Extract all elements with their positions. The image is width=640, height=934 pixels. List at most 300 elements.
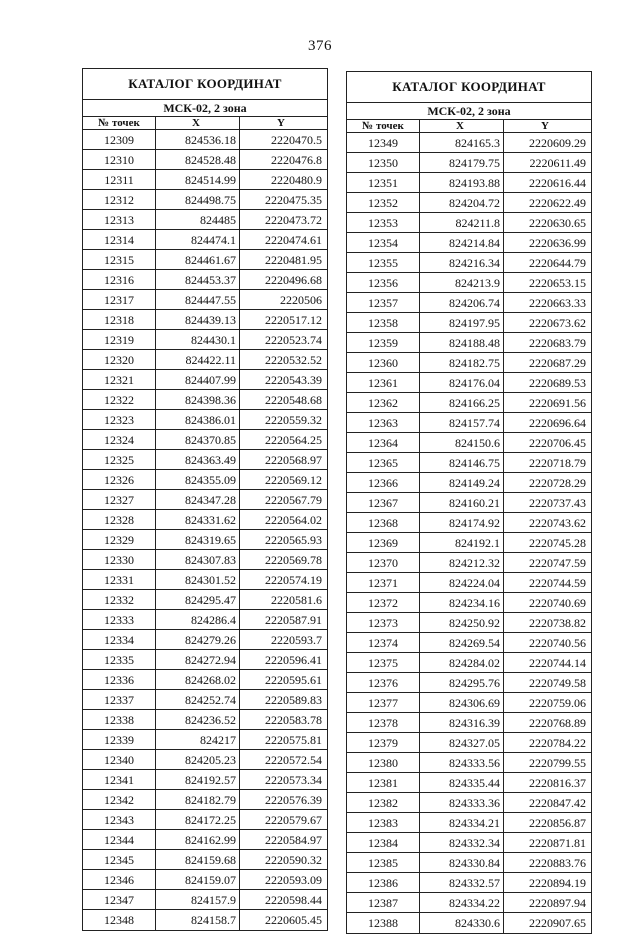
- y-coordinate-cell: 2220593.7: [271, 633, 322, 647]
- y-coordinate-cell: 2220683.79: [529, 336, 586, 350]
- table-row: [347, 553, 591, 573]
- point-number-cell: 12320: [83, 350, 156, 369]
- point-number-cell: 12357: [347, 293, 420, 312]
- point-number-cell: 12380: [347, 753, 420, 772]
- table-row: [347, 153, 591, 173]
- point-number-cell: 12356: [347, 273, 420, 292]
- x-coordinate-cell: 824205.23: [156, 750, 240, 769]
- y-coordinate-cell: 2220475.35: [265, 193, 322, 207]
- x-coordinate-cell: 824157.74: [420, 413, 504, 432]
- x-coordinate-cell: 824301.52: [156, 570, 240, 589]
- x-coordinate-cell: 824149.24: [420, 473, 504, 492]
- table-row: [83, 590, 327, 610]
- y-coordinate-cell: 2220596.41: [265, 653, 322, 667]
- point-number-cell: 12335: [83, 650, 156, 669]
- y-coordinate-cell: 2220523.74: [265, 333, 322, 347]
- y-coordinate-cell: 2220743.62: [529, 516, 586, 530]
- point-number-cell: 12331: [83, 570, 156, 589]
- y-coordinate-cell: 2220799.55: [529, 756, 586, 770]
- y-coordinate-cell: 2220559.32: [265, 413, 322, 427]
- x-coordinate-cell: 824150.6: [420, 433, 504, 452]
- table-row: [83, 670, 327, 690]
- y-coordinate-cell: 2220576.39: [265, 793, 322, 807]
- table-row: [347, 913, 591, 933]
- y-coordinate-cell: 2220565.93: [265, 533, 322, 547]
- x-coordinate-cell: 824216.34: [420, 253, 504, 272]
- column-header-point: № точек: [83, 117, 156, 129]
- x-coordinate-cell: 824332.34: [420, 833, 504, 852]
- table-row: [347, 253, 591, 273]
- table-row: [347, 393, 591, 413]
- x-coordinate-cell: 824272.94: [156, 650, 240, 669]
- y-coordinate-cell: 2220569.78: [265, 553, 322, 567]
- x-coordinate-cell: 824347.28: [156, 490, 240, 509]
- y-coordinate-cell: 2220595.61: [265, 673, 322, 687]
- point-number-cell: 12328: [83, 510, 156, 529]
- point-number-cell: 12378: [347, 713, 420, 732]
- y-coordinate-cell: 2220564.25: [265, 433, 322, 447]
- y-coordinate-cell: 2220696.64: [529, 416, 586, 430]
- point-number-cell: 12368: [347, 513, 420, 532]
- y-coordinate-cell: 2220481.95: [265, 253, 322, 267]
- point-number-cell: 12318: [83, 310, 156, 329]
- point-number-cell: 12322: [83, 390, 156, 409]
- x-coordinate-cell: 824234.16: [420, 593, 504, 612]
- y-coordinate-cell: 2220517.12: [265, 313, 322, 327]
- point-number-cell: 12376: [347, 673, 420, 692]
- point-number-cell: 12377: [347, 693, 420, 712]
- y-coordinate-cell: 2220740.69: [529, 596, 586, 610]
- table-row: [83, 430, 327, 450]
- point-number-cell: 12366: [347, 473, 420, 492]
- table-row: [83, 830, 327, 850]
- point-number-cell: 12341: [83, 770, 156, 789]
- y-coordinate-cell: 2220630.65: [529, 216, 586, 230]
- table-row: [347, 733, 591, 753]
- point-number-cell: 12336: [83, 670, 156, 689]
- table-row: [83, 410, 327, 430]
- x-coordinate-cell: 824498.75: [156, 190, 240, 209]
- point-number-cell: 12347: [83, 890, 156, 909]
- x-coordinate-cell: 824439.13: [156, 310, 240, 329]
- column-header-y: Y: [541, 120, 549, 132]
- x-coordinate-cell: 824430.1: [156, 330, 240, 349]
- table-row: [83, 310, 327, 330]
- x-coordinate-cell: 824307.83: [156, 550, 240, 569]
- y-coordinate-cell: 2220744.59: [529, 576, 586, 590]
- table-row: [83, 810, 327, 830]
- y-coordinate-cell: 2220506: [280, 293, 322, 307]
- point-number-cell: 12337: [83, 690, 156, 709]
- table-row: [347, 753, 591, 773]
- point-number-cell: 12351: [347, 173, 420, 192]
- y-coordinate-cell: 2220897.94: [529, 896, 586, 910]
- y-coordinate-cell: 2220745.28: [529, 536, 586, 550]
- catalog-title: КАТАЛОГ КООРДИНАТ: [83, 69, 327, 100]
- y-coordinate-cell: 2220593.09: [265, 873, 322, 887]
- table-row: [83, 330, 327, 350]
- x-coordinate-cell: 824474.1: [156, 230, 240, 249]
- y-coordinate-cell: 2220575.81: [265, 733, 322, 747]
- table-row: [83, 230, 327, 250]
- table-row: [83, 650, 327, 670]
- point-number-cell: 12373: [347, 613, 420, 632]
- y-coordinate-cell: 2220589.83: [265, 693, 322, 707]
- y-coordinate-cell: 2220747.59: [529, 556, 586, 570]
- table-row: [347, 873, 591, 893]
- y-coordinate-cell: 2220590.32: [265, 853, 322, 867]
- point-number-cell: 12346: [83, 870, 156, 889]
- x-coordinate-cell: 824193.88: [420, 173, 504, 192]
- y-coordinate-cell: 2220636.99: [529, 236, 586, 250]
- y-coordinate-cell: 2220749.58: [529, 676, 586, 690]
- y-coordinate-cell: 2220584.97: [265, 833, 322, 847]
- x-coordinate-cell: 824224.04: [420, 573, 504, 592]
- table-header: [347, 120, 591, 133]
- point-number-cell: 12370: [347, 553, 420, 572]
- table-row: [347, 653, 591, 673]
- y-coordinate-cell: 2220579.67: [265, 813, 322, 827]
- x-coordinate-cell: 824166.25: [420, 393, 504, 412]
- y-coordinate-cell: 2220605.45: [265, 913, 322, 927]
- table-row: [83, 130, 327, 150]
- y-coordinate-cell: 2220784.22: [529, 736, 586, 750]
- x-coordinate-cell: 824334.22: [420, 893, 504, 912]
- table-row: [83, 390, 327, 410]
- x-coordinate-cell: 824407.99: [156, 370, 240, 389]
- point-number-cell: 12315: [83, 250, 156, 269]
- table-row: [347, 333, 591, 353]
- y-coordinate-cell: 2220744.14: [529, 656, 586, 670]
- y-coordinate-cell: 2220718.79: [529, 456, 586, 470]
- point-number-cell: 12332: [83, 590, 156, 609]
- point-number-cell: 12367: [347, 493, 420, 512]
- table-row: [83, 370, 327, 390]
- coordinate-catalog-left: [82, 68, 328, 931]
- point-number-cell: 12361: [347, 373, 420, 392]
- x-coordinate-cell: 824158.7: [156, 910, 240, 930]
- x-coordinate-cell: 824252.74: [156, 690, 240, 709]
- x-coordinate-cell: 824192.1: [420, 533, 504, 552]
- point-number-cell: 12385: [347, 853, 420, 872]
- x-coordinate-cell: 824250.92: [420, 613, 504, 632]
- point-number-cell: 12325: [83, 450, 156, 469]
- point-number-cell: 12339: [83, 730, 156, 749]
- y-coordinate-cell: 2220583.78: [265, 713, 322, 727]
- y-coordinate-cell: 2220564.02: [265, 513, 322, 527]
- y-coordinate-cell: 2220907.65: [529, 916, 586, 930]
- point-number-cell: 12330: [83, 550, 156, 569]
- point-number-cell: 12355: [347, 253, 420, 272]
- x-coordinate-cell: 824461.67: [156, 250, 240, 269]
- table-row: [347, 193, 591, 213]
- table-row: [347, 693, 591, 713]
- table-row: [347, 373, 591, 393]
- table-row: [83, 850, 327, 870]
- point-number-cell: 12334: [83, 630, 156, 649]
- table-row: [347, 633, 591, 653]
- table-row: [347, 673, 591, 693]
- x-coordinate-cell: 824330.6: [420, 913, 504, 933]
- y-coordinate-cell: 2220673.62: [529, 316, 586, 330]
- x-coordinate-cell: 824159.07: [156, 870, 240, 889]
- y-coordinate-cell: 2220480.9: [271, 173, 322, 187]
- point-number-cell: 12345: [83, 850, 156, 869]
- point-number-cell: 12316: [83, 270, 156, 289]
- table-row: [83, 890, 327, 910]
- table-row: [83, 450, 327, 470]
- y-coordinate-cell: 2220644.79: [529, 256, 586, 270]
- x-coordinate-cell: 824204.72: [420, 193, 504, 212]
- x-coordinate-cell: 824319.65: [156, 530, 240, 549]
- catalog-zone: МСК-02, 2 зона: [347, 103, 591, 120]
- point-number-cell: 12313: [83, 210, 156, 229]
- page-number: 376: [308, 38, 332, 54]
- coordinate-catalog-right: [346, 71, 592, 934]
- x-coordinate-cell: 824447.55: [156, 290, 240, 309]
- x-coordinate-cell: 824197.95: [420, 313, 504, 332]
- point-number-cell: 12326: [83, 470, 156, 489]
- x-coordinate-cell: 824165.3: [420, 133, 504, 152]
- table-row: [83, 270, 327, 290]
- x-coordinate-cell: 824206.74: [420, 293, 504, 312]
- point-number-cell: 12309: [83, 130, 156, 149]
- table-row: [83, 750, 327, 770]
- x-coordinate-cell: 824536.18: [156, 130, 240, 149]
- point-number-cell: 12348: [83, 910, 156, 930]
- x-coordinate-cell: 824188.48: [420, 333, 504, 352]
- point-number-cell: 12363: [347, 413, 420, 432]
- y-coordinate-cell: 2220473.72: [265, 213, 322, 227]
- x-coordinate-cell: 824182.79: [156, 790, 240, 809]
- x-coordinate-cell: 824514.99: [156, 170, 240, 189]
- x-coordinate-cell: 824159.68: [156, 850, 240, 869]
- table-row: [347, 593, 591, 613]
- point-number-cell: 12343: [83, 810, 156, 829]
- x-coordinate-cell: 824333.56: [420, 753, 504, 772]
- table-row: [347, 273, 591, 293]
- y-coordinate-cell: 2220474.61: [265, 233, 322, 247]
- point-number-cell: 12333: [83, 610, 156, 629]
- table-row: [347, 313, 591, 333]
- x-coordinate-cell: 824398.36: [156, 390, 240, 409]
- y-coordinate-cell: 2220587.91: [265, 613, 322, 627]
- x-coordinate-cell: 824334.21: [420, 813, 504, 832]
- x-coordinate-cell: 824172.25: [156, 810, 240, 829]
- point-number-cell: 12324: [83, 430, 156, 449]
- point-number-cell: 12314: [83, 230, 156, 249]
- table-row: [347, 533, 591, 553]
- y-coordinate-cell: 2220598.44: [265, 893, 322, 907]
- y-coordinate-cell: 2220768.89: [529, 716, 586, 730]
- y-coordinate-cell: 2220663.33: [529, 296, 586, 310]
- catalog-zone: МСК-02, 2 зона: [83, 100, 327, 117]
- point-number-cell: 12350: [347, 153, 420, 172]
- x-coordinate-cell: 824236.52: [156, 710, 240, 729]
- table-row: [83, 710, 327, 730]
- x-coordinate-cell: 824213.9: [420, 273, 504, 292]
- table-row: [347, 353, 591, 373]
- point-number-cell: 12362: [347, 393, 420, 412]
- table-row: [83, 210, 327, 230]
- table-row: [347, 793, 591, 813]
- table-row: [83, 530, 327, 550]
- x-coordinate-cell: 824146.75: [420, 453, 504, 472]
- y-coordinate-cell: 2220568.97: [265, 453, 322, 467]
- y-coordinate-cell: 2220622.49: [529, 196, 586, 210]
- table-header: [83, 117, 327, 130]
- table-row: [347, 513, 591, 533]
- y-coordinate-cell: 2220687.29: [529, 356, 586, 370]
- table-row: [83, 910, 327, 930]
- catalog-title: КАТАЛОГ КООРДИНАТ: [347, 72, 591, 103]
- table-row: [83, 290, 327, 310]
- table-row: [347, 293, 591, 313]
- x-coordinate-cell: 824295.47: [156, 590, 240, 609]
- table-row: [347, 853, 591, 873]
- x-coordinate-cell: 824162.99: [156, 830, 240, 849]
- table-row: [83, 770, 327, 790]
- x-coordinate-cell: 824327.05: [420, 733, 504, 752]
- table-row: [83, 570, 327, 590]
- y-coordinate-cell: 2220871.81: [529, 836, 586, 850]
- point-number-cell: 12382: [347, 793, 420, 812]
- table-row: [347, 493, 591, 513]
- y-coordinate-cell: 2220847.42: [529, 796, 586, 810]
- table-row: [347, 773, 591, 793]
- x-coordinate-cell: 824182.75: [420, 353, 504, 372]
- table-row: [83, 550, 327, 570]
- point-number-cell: 12312: [83, 190, 156, 209]
- x-coordinate-cell: 824316.39: [420, 713, 504, 732]
- point-number-cell: 12321: [83, 370, 156, 389]
- table-row: [347, 413, 591, 433]
- y-coordinate-cell: 2220883.76: [529, 856, 586, 870]
- table-row: [347, 713, 591, 733]
- x-coordinate-cell: 824160.21: [420, 493, 504, 512]
- column-header-point: № точек: [347, 120, 420, 132]
- table-row: [83, 730, 327, 750]
- y-coordinate-cell: 2220856.87: [529, 816, 586, 830]
- table-row: [347, 833, 591, 853]
- x-coordinate-cell: 824332.57: [420, 873, 504, 892]
- y-coordinate-cell: 2220567.79: [265, 493, 322, 507]
- table-row: [83, 510, 327, 530]
- y-coordinate-cell: 2220738.82: [529, 616, 586, 630]
- table-row: [83, 690, 327, 710]
- y-coordinate-cell: 2220581.6: [271, 593, 322, 607]
- x-coordinate-cell: 824528.48: [156, 150, 240, 169]
- x-coordinate-cell: 824330.84: [420, 853, 504, 872]
- x-coordinate-cell: 824214.84: [420, 233, 504, 252]
- x-coordinate-cell: 824174.92: [420, 513, 504, 532]
- y-coordinate-cell: 2220470.5: [271, 133, 322, 147]
- y-coordinate-cell: 2220543.39: [265, 373, 322, 387]
- table-row: [83, 470, 327, 490]
- table-row: [83, 870, 327, 890]
- table-row: [83, 350, 327, 370]
- x-coordinate-cell: 824268.02: [156, 670, 240, 689]
- x-coordinate-cell: 824422.11: [156, 350, 240, 369]
- point-number-cell: 12323: [83, 410, 156, 429]
- point-number-cell: 12317: [83, 290, 156, 309]
- y-coordinate-cell: 2220737.43: [529, 496, 586, 510]
- column-header-y: Y: [277, 117, 285, 129]
- point-number-cell: 12381: [347, 773, 420, 792]
- point-number-cell: 12349: [347, 133, 420, 152]
- table-row: [83, 790, 327, 810]
- x-coordinate-cell: 824295.76: [420, 673, 504, 692]
- column-header-x: X: [420, 120, 504, 132]
- y-coordinate-cell: 2220611.49: [529, 156, 586, 170]
- point-number-cell: 12369: [347, 533, 420, 552]
- x-coordinate-cell: 824176.04: [420, 373, 504, 392]
- y-coordinate-cell: 2220706.45: [529, 436, 586, 450]
- y-coordinate-cell: 2220689.53: [529, 376, 586, 390]
- y-coordinate-cell: 2220894.19: [529, 876, 586, 890]
- table-row: [347, 573, 591, 593]
- y-coordinate-cell: 2220496.68: [265, 273, 322, 287]
- table-row: [83, 190, 327, 210]
- x-coordinate-cell: 824386.01: [156, 410, 240, 429]
- table-row: [83, 630, 327, 650]
- table-row: [347, 133, 591, 153]
- y-coordinate-cell: 2220573.34: [265, 773, 322, 787]
- y-coordinate-cell: 2220569.12: [265, 473, 322, 487]
- table-row: [347, 453, 591, 473]
- table-row: [83, 150, 327, 170]
- point-number-cell: 12319: [83, 330, 156, 349]
- point-number-cell: 12383: [347, 813, 420, 832]
- table-row: [347, 233, 591, 253]
- x-coordinate-cell: 824279.26: [156, 630, 240, 649]
- point-number-cell: 12384: [347, 833, 420, 852]
- y-coordinate-cell: 2220728.29: [529, 476, 586, 490]
- y-coordinate-cell: 2220616.44: [529, 176, 586, 190]
- point-number-cell: 12311: [83, 170, 156, 189]
- point-number-cell: 12359: [347, 333, 420, 352]
- x-coordinate-cell: 824306.69: [420, 693, 504, 712]
- x-coordinate-cell: 824485: [156, 210, 240, 229]
- x-coordinate-cell: 824333.36: [420, 793, 504, 812]
- x-coordinate-cell: 824284.02: [420, 653, 504, 672]
- point-number-cell: 12358: [347, 313, 420, 332]
- x-coordinate-cell: 824211.8: [420, 213, 504, 232]
- column-header-x: X: [156, 117, 240, 129]
- x-coordinate-cell: 824370.85: [156, 430, 240, 449]
- table-row: [347, 473, 591, 493]
- y-coordinate-cell: 2220548.68: [265, 393, 322, 407]
- x-coordinate-cell: 824453.37: [156, 270, 240, 289]
- point-number-cell: 12360: [347, 353, 420, 372]
- x-coordinate-cell: 824217: [156, 730, 240, 749]
- y-coordinate-cell: 2220653.15: [529, 276, 586, 290]
- x-coordinate-cell: 824192.57: [156, 770, 240, 789]
- y-coordinate-cell: 2220759.06: [529, 696, 586, 710]
- point-number-cell: 12387: [347, 893, 420, 912]
- table-row: [83, 490, 327, 510]
- point-number-cell: 12375: [347, 653, 420, 672]
- table-row: [347, 433, 591, 453]
- point-number-cell: 12365: [347, 453, 420, 472]
- point-number-cell: 12354: [347, 233, 420, 252]
- y-coordinate-cell: 2220572.54: [265, 753, 322, 767]
- x-coordinate-cell: 824179.75: [420, 153, 504, 172]
- point-number-cell: 12338: [83, 710, 156, 729]
- x-coordinate-cell: 824286.4: [156, 610, 240, 629]
- x-coordinate-cell: 824335.44: [420, 773, 504, 792]
- y-coordinate-cell: 2220532.52: [265, 353, 322, 367]
